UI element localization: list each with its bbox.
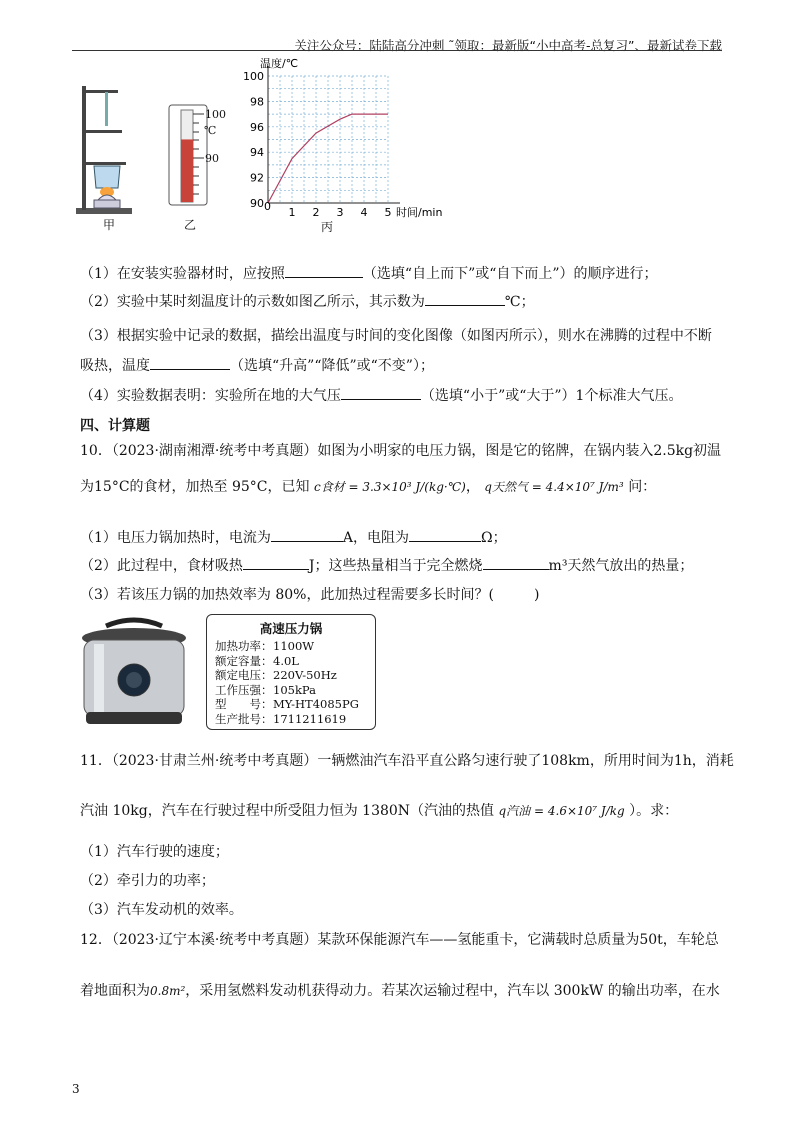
q12-line2: 着地面积为0.8m²，采用氢燃料发动机获得动力。若某次运输过程中，汽车以 300kW 的输出功率，在水 (80, 983, 720, 999)
formula-q: q天然气 = 4.4×10⁷ J/m³ (484, 480, 624, 494)
formula-area: 0.8m² (150, 984, 186, 998)
formula-c: c食材 = 3.3×10³ J/(kg·℃) (313, 480, 466, 494)
x-tick-label: 2 (312, 206, 320, 219)
nameplate-row: 型 号： MY-HT4085PG (215, 697, 359, 712)
nameplate-row: 工作压强： 105kPa (215, 682, 316, 697)
q10-part1: （1）电压力锅加热时，电流为 A，电阻为 Ω； (80, 530, 507, 546)
y-tick-label: 96 (250, 120, 264, 134)
answer-blank[interactable] (285, 265, 363, 278)
answer-blank[interactable] (341, 387, 421, 400)
figure-label-yi: 乙 (184, 218, 197, 232)
chart-xlabel: 时间/min (396, 206, 443, 219)
q9-part3-line1: （3）根据实验中记录的数据，描绘出温度与时间的变化图像（如图丙所示），则水在沸腾的过程中不断 (80, 328, 712, 344)
page-number: 3 (72, 1082, 80, 1096)
q10-line1: 10．（2023·湖南湘潭·统考中考真题）如图为小明家的电压力锅，图是它的铭牌，在锅内装入2.5kg初温 (80, 443, 722, 459)
answer-blank[interactable] (271, 529, 343, 542)
nameplate-title: 高速压力锅 (259, 621, 323, 636)
q10-line2: 为15°C的食材，加热至 95°C，已知 c食材 = 3.3×10³ J/(kg·℃)， q天然气 = 4.4×10⁷ J/m³ 问： (80, 479, 657, 495)
pressure-cooker-image (76, 616, 194, 730)
nameplate-row: 额定容量： 4.0L (215, 653, 299, 668)
formula-q-gasoline: q汽油 = 4.6×10⁷ J/kg (498, 804, 625, 818)
q9-part1: （1）在安装实验器材时，应按照 （选填“自上而下”或“自下而上”）的顺序进行； (80, 266, 658, 282)
answer-blank[interactable] (150, 357, 230, 370)
y-tick-label: 94 (250, 146, 264, 160)
figure-label-bing: 丙 (321, 220, 334, 234)
x-tick-label: 3 (336, 206, 344, 219)
q11-line1: 11．（2023·甘肃兰州·统考中考真题）一辆燃油汽车沿平直公路匀速行驶了108km，所用时间为1h，消耗 (80, 753, 734, 769)
q11-line2: 汽油 10kg，汽车在行驶过程中所受阻力恒为 1380N（汽油的热值 q汽油 = 4.6×10⁷ J/kg ）。求： (80, 803, 679, 819)
q10-part2: （2）此过程中，食材吸热 J；这些热量相当于完全燃烧 m³天然气放出的热量； (80, 558, 694, 574)
x-tick-label: 1 (288, 206, 296, 219)
apparatus-figure (72, 80, 142, 230)
nameplate-row: 加热功率： 1100W (215, 639, 315, 653)
q12-line1: 12．（2023·辽宁本溪·统考中考真题）某款环保能源汽车——氢能重卡，它满载时总质量为50t，车轮总 (80, 932, 719, 948)
page-header: 关注公众号：陆陆高分冲刺 ˜领取：最新版“小中高考-总复习”、最新试卷下载 (294, 38, 722, 53)
answer-blank[interactable] (425, 293, 505, 306)
q9-part2: （2）实验中某时刻温度计的示数如图乙所示，其示数为 ℃； (80, 294, 535, 310)
figure-label-jia: 甲 (103, 218, 116, 232)
q11-part3: （3）汽车发动机的效率。 (80, 902, 243, 918)
nameplate-row: 生产批号： 1711211619 (215, 711, 347, 726)
x-tick-label: 5 (384, 206, 392, 219)
chart-ylabel: 温度/℃ (260, 58, 299, 70)
answer-blank[interactable] (243, 557, 309, 570)
y-tick-label: 100 (243, 70, 264, 83)
temperature-time-chart (238, 58, 448, 228)
x-tick-label: 4 (360, 206, 368, 219)
q11-part2: （2）牵引力的功率； (80, 873, 215, 889)
q10-part3: （3）若该压力锅的加热效率为 80%，此加热过程需要多长时间？( ) (80, 587, 540, 603)
section-heading: 四、计算题 (80, 418, 150, 434)
y-tick-label: 98 (250, 95, 264, 109)
answer-blank[interactable] (409, 529, 481, 542)
y-tick-label: 90 (250, 197, 264, 210)
nameplate-row: 额定电压： 220V-50Hz (215, 668, 337, 683)
nameplate (206, 614, 376, 730)
thermometer-tick-100: 100 (205, 108, 226, 121)
y-tick-label: 92 (250, 171, 264, 185)
header-divider (72, 50, 722, 51)
q9-part3-line2: 吸热，温度 （选填“升高”“降低”或“不变”）； (80, 358, 434, 374)
answer-blank[interactable] (483, 557, 549, 570)
thermometer-unit: ℃ (204, 124, 217, 137)
chart-origin: 0 (264, 200, 271, 213)
q11-part1: （1）汽车行驶的速度； (80, 844, 229, 860)
q9-part4: （4）实验数据表明：实验所在地的大气压 （选填“小于”或“大于”）1个标准大气压。 (80, 388, 683, 404)
thermometer-tick-90: 90 (205, 152, 219, 165)
